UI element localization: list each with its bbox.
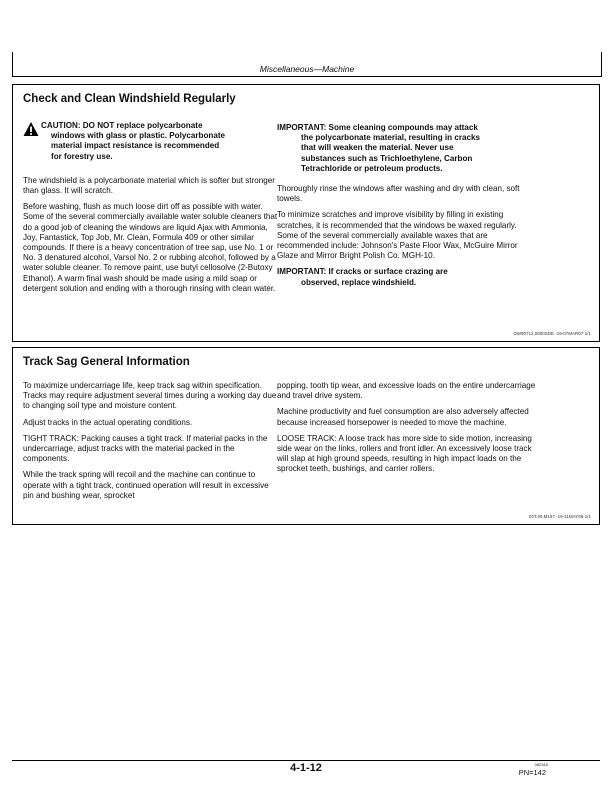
section-title-windshield: Check and Clean Windshield Regularly: [23, 93, 236, 105]
paragraph: LOOSE TRACK: A loose track has more side to side motion, increasing side wear on the links, rollers and front idler. An excessively loose track will slap at high ground speeds, resulting in high impact loads on the sprocket teeth, bushings, and carrier rollers.: [277, 433, 532, 474]
caution-line: for forestry use.: [51, 151, 113, 161]
reference-code: DW90712,0000SDE -19-07MAR07-1/1: [513, 331, 591, 336]
paragraph: The windshield is a polycarbonate material which is softer but stronger than glass. It will scratch.: [23, 175, 275, 196]
right-column: [277, 123, 539, 294]
footer-code: 062319: [534, 762, 548, 767]
right-column: [277, 381, 539, 481]
paragraph: Adjust tracks in the actual operating conditions.: [23, 417, 193, 427]
caution-line: CAUTION: DO NOT replace polycarbonate: [41, 121, 203, 130]
paragraph: Machine productivity and fuel consumption are also adversely affected because increased horsepower is needed to move the machine.: [277, 407, 529, 427]
warning-triangle-icon: [23, 121, 39, 137]
page-header: [12, 52, 602, 77]
left-column: [23, 381, 279, 507]
important-line: that will weaken the material. Never use: [301, 143, 454, 153]
paragraph: To minimize scratches and improve visibility by filling in existing scratches, it is recommended that the windows be waxed regularly. Some of the several commercially available waxes that are recommended include: Johnson's Paste Floor Wax, McGuire Mirror Glaze and Mirror Bright Polish Co. MGH-10.: [277, 210, 518, 261]
important-line: substances such as Trichloethylene, Carbon: [301, 153, 473, 163]
paragraph: To maximize undercarriage life, keep track sag within specification. Tracks may require adjustment several times during a working day due to changing soil type and moisture content.: [23, 381, 277, 411]
important-note: [277, 267, 539, 287]
page-number: 4-1-12: [290, 762, 322, 774]
left-column: [23, 121, 279, 300]
paragraph: TIGHT TRACK: Packing causes a tight track. If material packs in the undercarriage, adjust tracks with the material packed in the components.: [23, 433, 268, 464]
header-title: Miscellaneous—Machine: [259, 64, 355, 74]
caution-block: [23, 121, 279, 162]
paragraph: While the track spring will recoil and the machine can continue to operate with a tight track, continued operation will result in excessive pin and bushing wear, sprocket: [23, 470, 269, 500]
important-line: IMPORTANT: If cracks or surface crazing are: [277, 267, 448, 277]
paragraph: Thoroughly rinse the windows after washing and dry with clean, soft towels.: [277, 184, 520, 204]
section-title-track-sag: Track Sag General Information: [23, 356, 190, 368]
caution-line: material impact resistance is recommended: [51, 141, 220, 151]
pn-label: PN=142: [518, 768, 546, 777]
paragraph: Before washing, flush as much loose dirt off as possible with water. Some of the several commercially available water soluble cleaners that do a good job of cleaning the windows are liquid Ajax with Ammonia, Joy, Fantastick, Top Job, Mr. Clean, Formula 409 or other similar compounds. If there is a heavy concentration of tree sap, use No. 1 or No. 3 denatured alcohol, Varsol No. 2 or rubbing alcohol, followed by a water soluble cleaner. To remove paint, use butyl cellosolve (2-Butoxy Ethanol). A warm final wash should be made using a mild soap or detergent solution and ending with a thorough rinsing with clean water.: [23, 202, 278, 293]
footer-divider: [12, 760, 600, 761]
important-line: IMPORTANT: Some cleaning compounds may attack: [277, 123, 478, 132]
important-line: the polycarbonate material, resulting in cracks: [301, 133, 481, 143]
section-windshield: [12, 84, 600, 342]
important-line: observed, replace windshield.: [301, 277, 417, 287]
reference-code: 04T,90,M197 -19-11MAY06-1/1: [528, 514, 591, 519]
section-track-sag: [12, 347, 600, 525]
paragraph: popping, tooth tip wear, and excessive loads on the entire undercarriage and travel drive system.: [277, 381, 536, 401]
important-line: Tetrachloride or petroleum products.: [301, 163, 443, 173]
caution-line: windows with glass or plastic. Polycarbonate: [51, 131, 226, 141]
important-note: [277, 123, 539, 174]
